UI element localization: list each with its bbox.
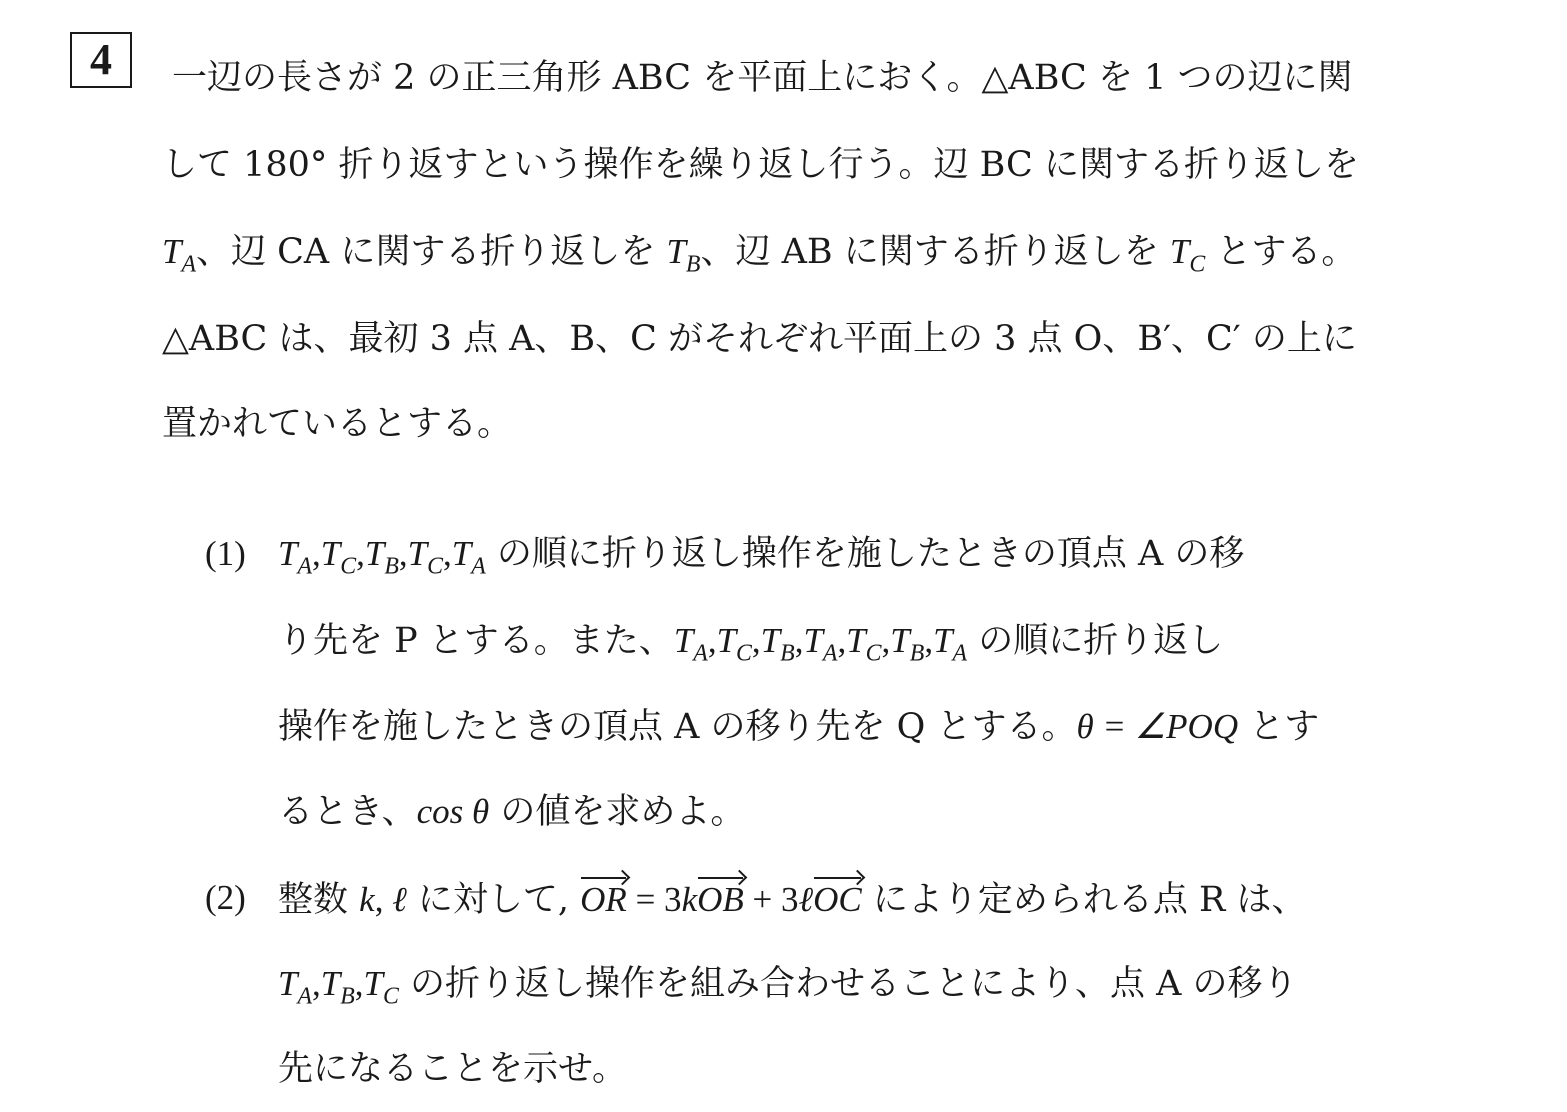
fold-operator-c: $T_C$ [407, 534, 443, 580]
intro-line-4 [162, 315, 1357, 363]
comma: , [374, 880, 393, 919]
var-ell: ℓ [392, 880, 407, 919]
fold-operator-a: $T_A$ [451, 534, 486, 580]
intro-line-3 [162, 228, 1356, 276]
fold-operator-b: $T_B$ [760, 621, 795, 667]
intro-text-3c: とする。 [1205, 232, 1357, 272]
problem-number: 4 [90, 35, 112, 84]
var-k-2: k [681, 880, 698, 919]
q1-line-2 [278, 617, 1223, 665]
fold-operator-c: $T_C$ [320, 534, 357, 580]
q1-text-4a: るとき、 [278, 792, 417, 832]
vector-OB: OB [697, 874, 744, 924]
fold-operator-a: $T_A$ [803, 621, 838, 667]
q1-line-1 [278, 530, 1244, 578]
plus-3: + 3 [743, 880, 799, 919]
intro-line-5 [162, 400, 512, 448]
q2-sequence: $T_A,T_B,T_C$ [278, 964, 399, 1010]
fold-operator-a: $T_A$ [933, 621, 968, 667]
q1-text-3a: 操作を施したときの頂点 A の移り先を Q とする。 [278, 707, 1077, 747]
q1-text-4b: の値を求めよ。 [489, 792, 746, 832]
intro-text-2: して 180° 折り返すという操作を繰り返し行う。辺 BC に関する折り返しを [162, 145, 1359, 185]
var-k: k [359, 880, 375, 919]
fold-operator-c: $T_C$ [716, 621, 752, 667]
q2-text-1b: に対して, [406, 880, 581, 920]
q2-text-1c: により定められる点 R は、 [861, 880, 1307, 920]
intro-text-1: 一辺の長さが 2 の正三角形 ABC を平面上におく。△ABC を 1 つの辺に関 [172, 58, 1353, 98]
q2-line-1 [278, 874, 1306, 922]
q2-line-3 [278, 1045, 627, 1093]
cos-theta: cos θ [416, 792, 490, 831]
question-1-label: (1) [205, 534, 246, 573]
fold-T-A: $T_A$ [162, 232, 197, 278]
equals-3: = 3 [626, 880, 682, 919]
q1-text-2b: の順に折り返し [967, 621, 1224, 661]
fold-operator-b: $T_B$ [364, 534, 399, 580]
theta-definition: θ = ∠POQ [1076, 707, 1239, 746]
q1-text-2a: り先を P とする。また、 [278, 621, 674, 661]
fold-operator-a: $T_A$ [278, 534, 313, 580]
fold-operator-b: $T_B$ [320, 964, 355, 1010]
var-ell-2: ℓ [798, 880, 814, 919]
vector-OC: OC [813, 874, 862, 924]
q1-text-3b: とす [1238, 707, 1320, 747]
intro-text-3a: 、辺 CA に関する折り返しを [196, 232, 667, 272]
q2-line-2 [278, 960, 1298, 1008]
fold-T-C: $T_C$ [1169, 232, 1206, 278]
fold-operator-b: $T_B$ [890, 621, 925, 667]
intro-text-5: 置かれているとする。 [162, 404, 513, 444]
q2-text-1a: 整数 [278, 880, 360, 920]
fold-operator-a: $T_A$ [278, 964, 313, 1010]
fold-operator-c: $T_C$ [846, 621, 882, 667]
intro-text-4: △ABC は、最初 3 点 A、B、C がそれぞれ平面上の 3 点 O、B′、C′ の上に [162, 319, 1357, 359]
intro-line-2 [162, 141, 1359, 189]
vector-OR: OR [580, 874, 627, 924]
fold-operator-c: $T_C$ [363, 964, 399, 1010]
intro-text-3b: 、辺 AB に関する折り返しを [700, 232, 1170, 272]
q2-text-3: 先になることを示せ。 [278, 1049, 627, 1089]
q1-line-4 [278, 788, 745, 836]
fold-T-B: $T_B$ [666, 232, 701, 278]
fold-operator-a: $T_A$ [673, 621, 708, 667]
problem-number-box [70, 32, 132, 88]
q1-sequence-2: $T_A,T_C,T_B,T_A,T_C,T_B,T_A$ [673, 621, 968, 667]
q2-text-2: の折り返し操作を組み合わせることにより、点 A の移り [398, 964, 1298, 1004]
question-2-label: (2) [205, 878, 246, 917]
q1-sequence-1: $T_A,T_C,T_B,T_C,T_A$ [278, 534, 486, 580]
q1-line-3 [278, 703, 1319, 751]
q1-text-1: の順に折り返し操作を施したときの頂点 A の移 [485, 534, 1245, 574]
intro-line-1 [172, 54, 1352, 102]
